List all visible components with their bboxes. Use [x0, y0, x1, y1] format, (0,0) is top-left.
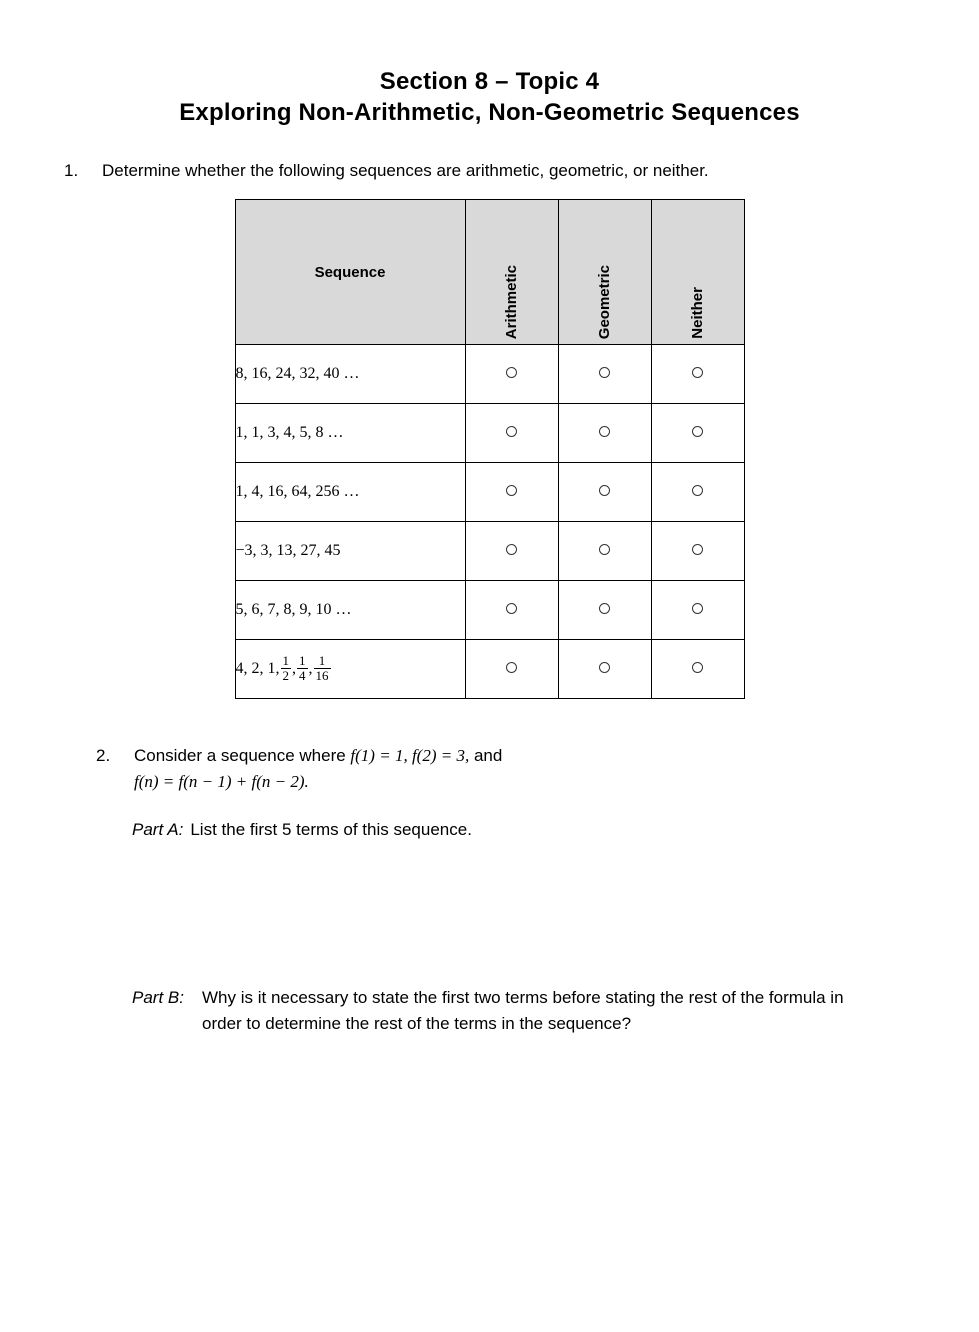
worksheet-page	[0, 66, 979, 1332]
fraction-one-fourth	[297, 654, 308, 682]
radio-cell-geometric[interactable]	[558, 581, 651, 640]
table-body	[235, 345, 744, 699]
part-a-text: List the first 5 terms of this sequence.	[190, 820, 472, 839]
table-row	[235, 640, 744, 699]
radio-bubble-arithmetic[interactable]	[506, 662, 517, 673]
radio-cell-arithmetic[interactable]	[465, 581, 558, 640]
radio-bubble-geometric[interactable]	[599, 544, 610, 555]
question-2-prompt	[134, 743, 502, 795]
title-line-1: Section 8 – Topic 4	[379, 68, 600, 95]
table-header-row	[235, 200, 744, 345]
table-row	[235, 463, 744, 522]
radio-bubble-neither[interactable]	[692, 367, 703, 378]
question-2-prompt-pre: Consider a sequence where	[134, 746, 351, 765]
radio-cell-neither[interactable]	[651, 345, 744, 404]
sequence-classification-table	[235, 199, 745, 699]
column-header-arithmetic	[465, 200, 558, 345]
radio-cell-geometric[interactable]	[558, 522, 651, 581]
column-header-arithmetic-label: Arithmetic	[503, 264, 520, 339]
radio-bubble-neither[interactable]	[692, 426, 703, 437]
radio-bubble-neither[interactable]	[692, 485, 703, 496]
part-a-label: Part A:	[132, 820, 184, 839]
title-line-2: Exploring Non-Arithmetic, Non-Geometric Sequences	[179, 99, 800, 126]
fraction-numerator: 1	[299, 652, 306, 668]
fraction-one-half	[281, 654, 292, 682]
radio-bubble-geometric[interactable]	[599, 426, 610, 437]
radio-bubble-arithmetic[interactable]	[506, 544, 517, 555]
sequence-value: 1, 4, 16, 64, 256 …	[235, 463, 465, 522]
radio-cell-geometric[interactable]	[558, 404, 651, 463]
radio-bubble-geometric[interactable]	[599, 367, 610, 378]
fraction-denominator: 16	[315, 667, 329, 683]
fraction-numerator: 1	[282, 652, 289, 668]
question-1	[0, 158, 979, 183]
radio-cell-geometric[interactable]	[558, 640, 651, 699]
question-2	[0, 743, 979, 795]
radio-bubble-arithmetic[interactable]	[506, 426, 517, 437]
column-header-sequence: Sequence	[235, 200, 465, 345]
fraction-denominator: 2	[282, 667, 289, 683]
column-header-neither	[651, 200, 744, 345]
fraction-separator-1: ,	[292, 660, 296, 677]
part-b-label: Part B:	[132, 988, 184, 1007]
fraction-numerator: 1	[318, 652, 326, 668]
sequence-value: 8, 16, 24, 32, 40 …	[235, 345, 465, 404]
radio-cell-neither[interactable]	[651, 463, 744, 522]
fraction-denominator: 4	[299, 667, 306, 683]
radio-bubble-geometric[interactable]	[599, 603, 610, 614]
fraction-one-sixteenth	[314, 654, 331, 682]
sequence-value: 1, 1, 3, 4, 5, 8 …	[235, 404, 465, 463]
table-header	[235, 200, 744, 345]
radio-bubble-arithmetic[interactable]	[506, 603, 517, 614]
fraction-separator-2: ,	[308, 660, 313, 677]
radio-bubble-geometric[interactable]	[599, 662, 610, 673]
part-b-text: Why is it necessary to state the first two terms before stating the rest of the formula in order to determine the rest of the terms in the sequence?	[202, 988, 844, 1033]
radio-bubble-neither[interactable]	[692, 544, 703, 555]
question-2-math-recursion: f(n) = f(n − 1) + f(n − 2).	[134, 772, 309, 791]
sequence-value: −3, 3, 13, 27, 45	[235, 522, 465, 581]
radio-cell-arithmetic[interactable]	[465, 522, 558, 581]
radio-cell-arithmetic[interactable]	[465, 345, 558, 404]
question-2-prompt-post: and	[469, 746, 503, 765]
radio-bubble-geometric[interactable]	[599, 485, 610, 496]
radio-cell-neither[interactable]	[651, 522, 744, 581]
question-2-number: 2.	[96, 746, 111, 765]
sequence-table-wrapper	[0, 199, 979, 699]
radio-bubble-neither[interactable]	[692, 662, 703, 673]
radio-cell-arithmetic[interactable]	[465, 640, 558, 699]
sequence-value-prefix: 4, 2, 1,	[235, 660, 280, 677]
sequence-value-fraction-row	[235, 640, 465, 699]
radio-cell-arithmetic[interactable]	[465, 404, 558, 463]
radio-cell-geometric[interactable]	[558, 345, 651, 404]
column-header-neither-label: Neither	[689, 287, 706, 339]
table-row	[235, 522, 744, 581]
question-1-number: 1.	[64, 161, 79, 180]
column-header-geometric	[558, 200, 651, 345]
table-row	[235, 404, 744, 463]
radio-bubble-arithmetic[interactable]	[506, 485, 517, 496]
part-b	[0, 985, 979, 1037]
question-1-prompt: Determine whether the following sequences are arithmetic, geometric, or neither.	[102, 161, 709, 180]
page-title	[0, 66, 979, 128]
part-a	[0, 817, 979, 843]
table-row	[235, 345, 744, 404]
radio-cell-arithmetic[interactable]	[465, 463, 558, 522]
radio-cell-geometric[interactable]	[558, 463, 651, 522]
radio-bubble-neither[interactable]	[692, 603, 703, 614]
sequence-value: 5, 6, 7, 8, 9, 10 …	[235, 581, 465, 640]
question-2-math-initial-terms: f(1) = 1, f(2) = 3,	[350, 746, 470, 765]
radio-bubble-arithmetic[interactable]	[506, 367, 517, 378]
column-header-geometric-label: Geometric	[596, 264, 613, 339]
radio-cell-neither[interactable]	[651, 581, 744, 640]
radio-cell-neither[interactable]	[651, 640, 744, 699]
radio-cell-neither[interactable]	[651, 404, 744, 463]
table-row	[235, 581, 744, 640]
